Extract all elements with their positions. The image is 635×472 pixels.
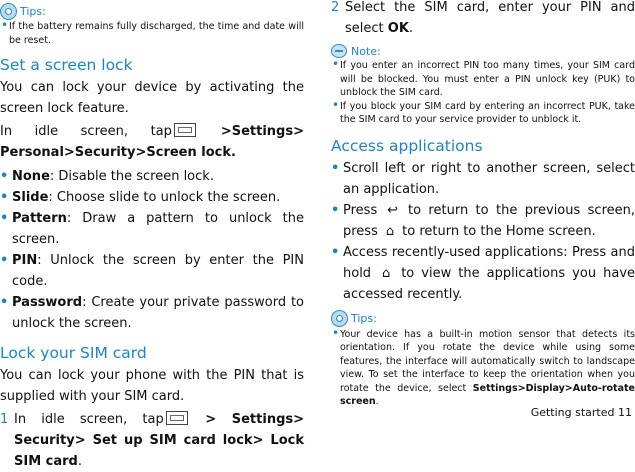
list-item: • Press ↩ to return to the previous screen, press ⌂ to return to the Home screen. xyxy=(331,200,635,242)
menu-key-icon xyxy=(166,411,188,425)
tips-header xyxy=(331,310,635,328)
lock-options-list xyxy=(0,166,304,334)
section-heading-apps: Access applications xyxy=(331,136,483,155)
step-number: 1 xyxy=(0,412,9,427)
step-number: 2 xyxy=(331,0,340,15)
tip-item: • Your device has a built-in motion sensor that detects its orientation. If you rotate the device while using some features, the interface will automatically switch to landscape view. To set the interface to keep the orientation when you rotate the device, select Settings>Display>Auto-rotate screen. xyxy=(332,325,635,407)
tips-icon xyxy=(331,310,348,327)
home-icon: ⌂ xyxy=(381,265,391,281)
tips-header xyxy=(0,2,304,20)
list-item: • Access recently-used applications: Press and hold ⌂ to view the applications you have accessed recently. xyxy=(331,244,635,302)
step-2: 2 Select the SIM card, enter your PIN and select OK. xyxy=(331,0,635,39)
right-column xyxy=(331,0,635,409)
home-icon: ⌂ xyxy=(385,223,395,239)
section-heading-sim: Lock your SIM card xyxy=(0,344,147,362)
list-item: • PIN: Unlock the screen by enter the PIN code. xyxy=(0,253,304,289)
note-header xyxy=(331,43,635,59)
list-item: • Pattern: Draw a pattern to unlock the screen. xyxy=(0,211,304,247)
menu-key-icon xyxy=(174,123,196,137)
left-column xyxy=(0,0,304,472)
list-item: • Slide: Choose slide to unlock the screen. xyxy=(0,190,281,205)
list-item: • Scroll left or right to another screen, select an application. xyxy=(331,160,635,197)
tips-icon xyxy=(0,3,17,20)
paragraph: You can lock your phone with the PIN that is supplied with your SIM card. xyxy=(0,368,304,404)
step-1: 1 In idle screen, tap > Settings> Security> Set up SIM card lock> Lock SIM card. xyxy=(0,409,304,472)
back-icon: ↩ xyxy=(387,202,399,218)
tips-label: Tips: xyxy=(20,4,46,18)
note-label: Note: xyxy=(351,44,381,58)
list-item: • Password: Create your private password to unlock the screen. xyxy=(0,295,304,331)
note-item: • If you enter an incorrect PIN too many times, your SIM card will be blocked. You must enter a PIN unlock key (PUK) to unblock the SIM card. xyxy=(332,57,635,98)
bullet: • xyxy=(1,18,9,32)
section-heading-screen-lock: Set a screen lock xyxy=(0,56,133,74)
tip-item: • If the battery remains fully discharged, the time and date will be reset. xyxy=(1,18,304,46)
list-item: • None: Disable the screen lock. xyxy=(0,169,214,184)
paragraph: You can lock your device by activating the screen lock feature. xyxy=(0,80,304,116)
settings-path: In idle screen, tap >Settings> Personal>Security>Screen lock. xyxy=(0,124,304,160)
note-icon xyxy=(331,44,347,58)
tips-label: Tips: xyxy=(351,312,377,325)
note-item: • If you block your SIM card by entering an incorrect PUK, take the SIM card to your service provider to unblock it. xyxy=(332,97,635,125)
page-footer: Getting started 11 xyxy=(530,406,632,419)
